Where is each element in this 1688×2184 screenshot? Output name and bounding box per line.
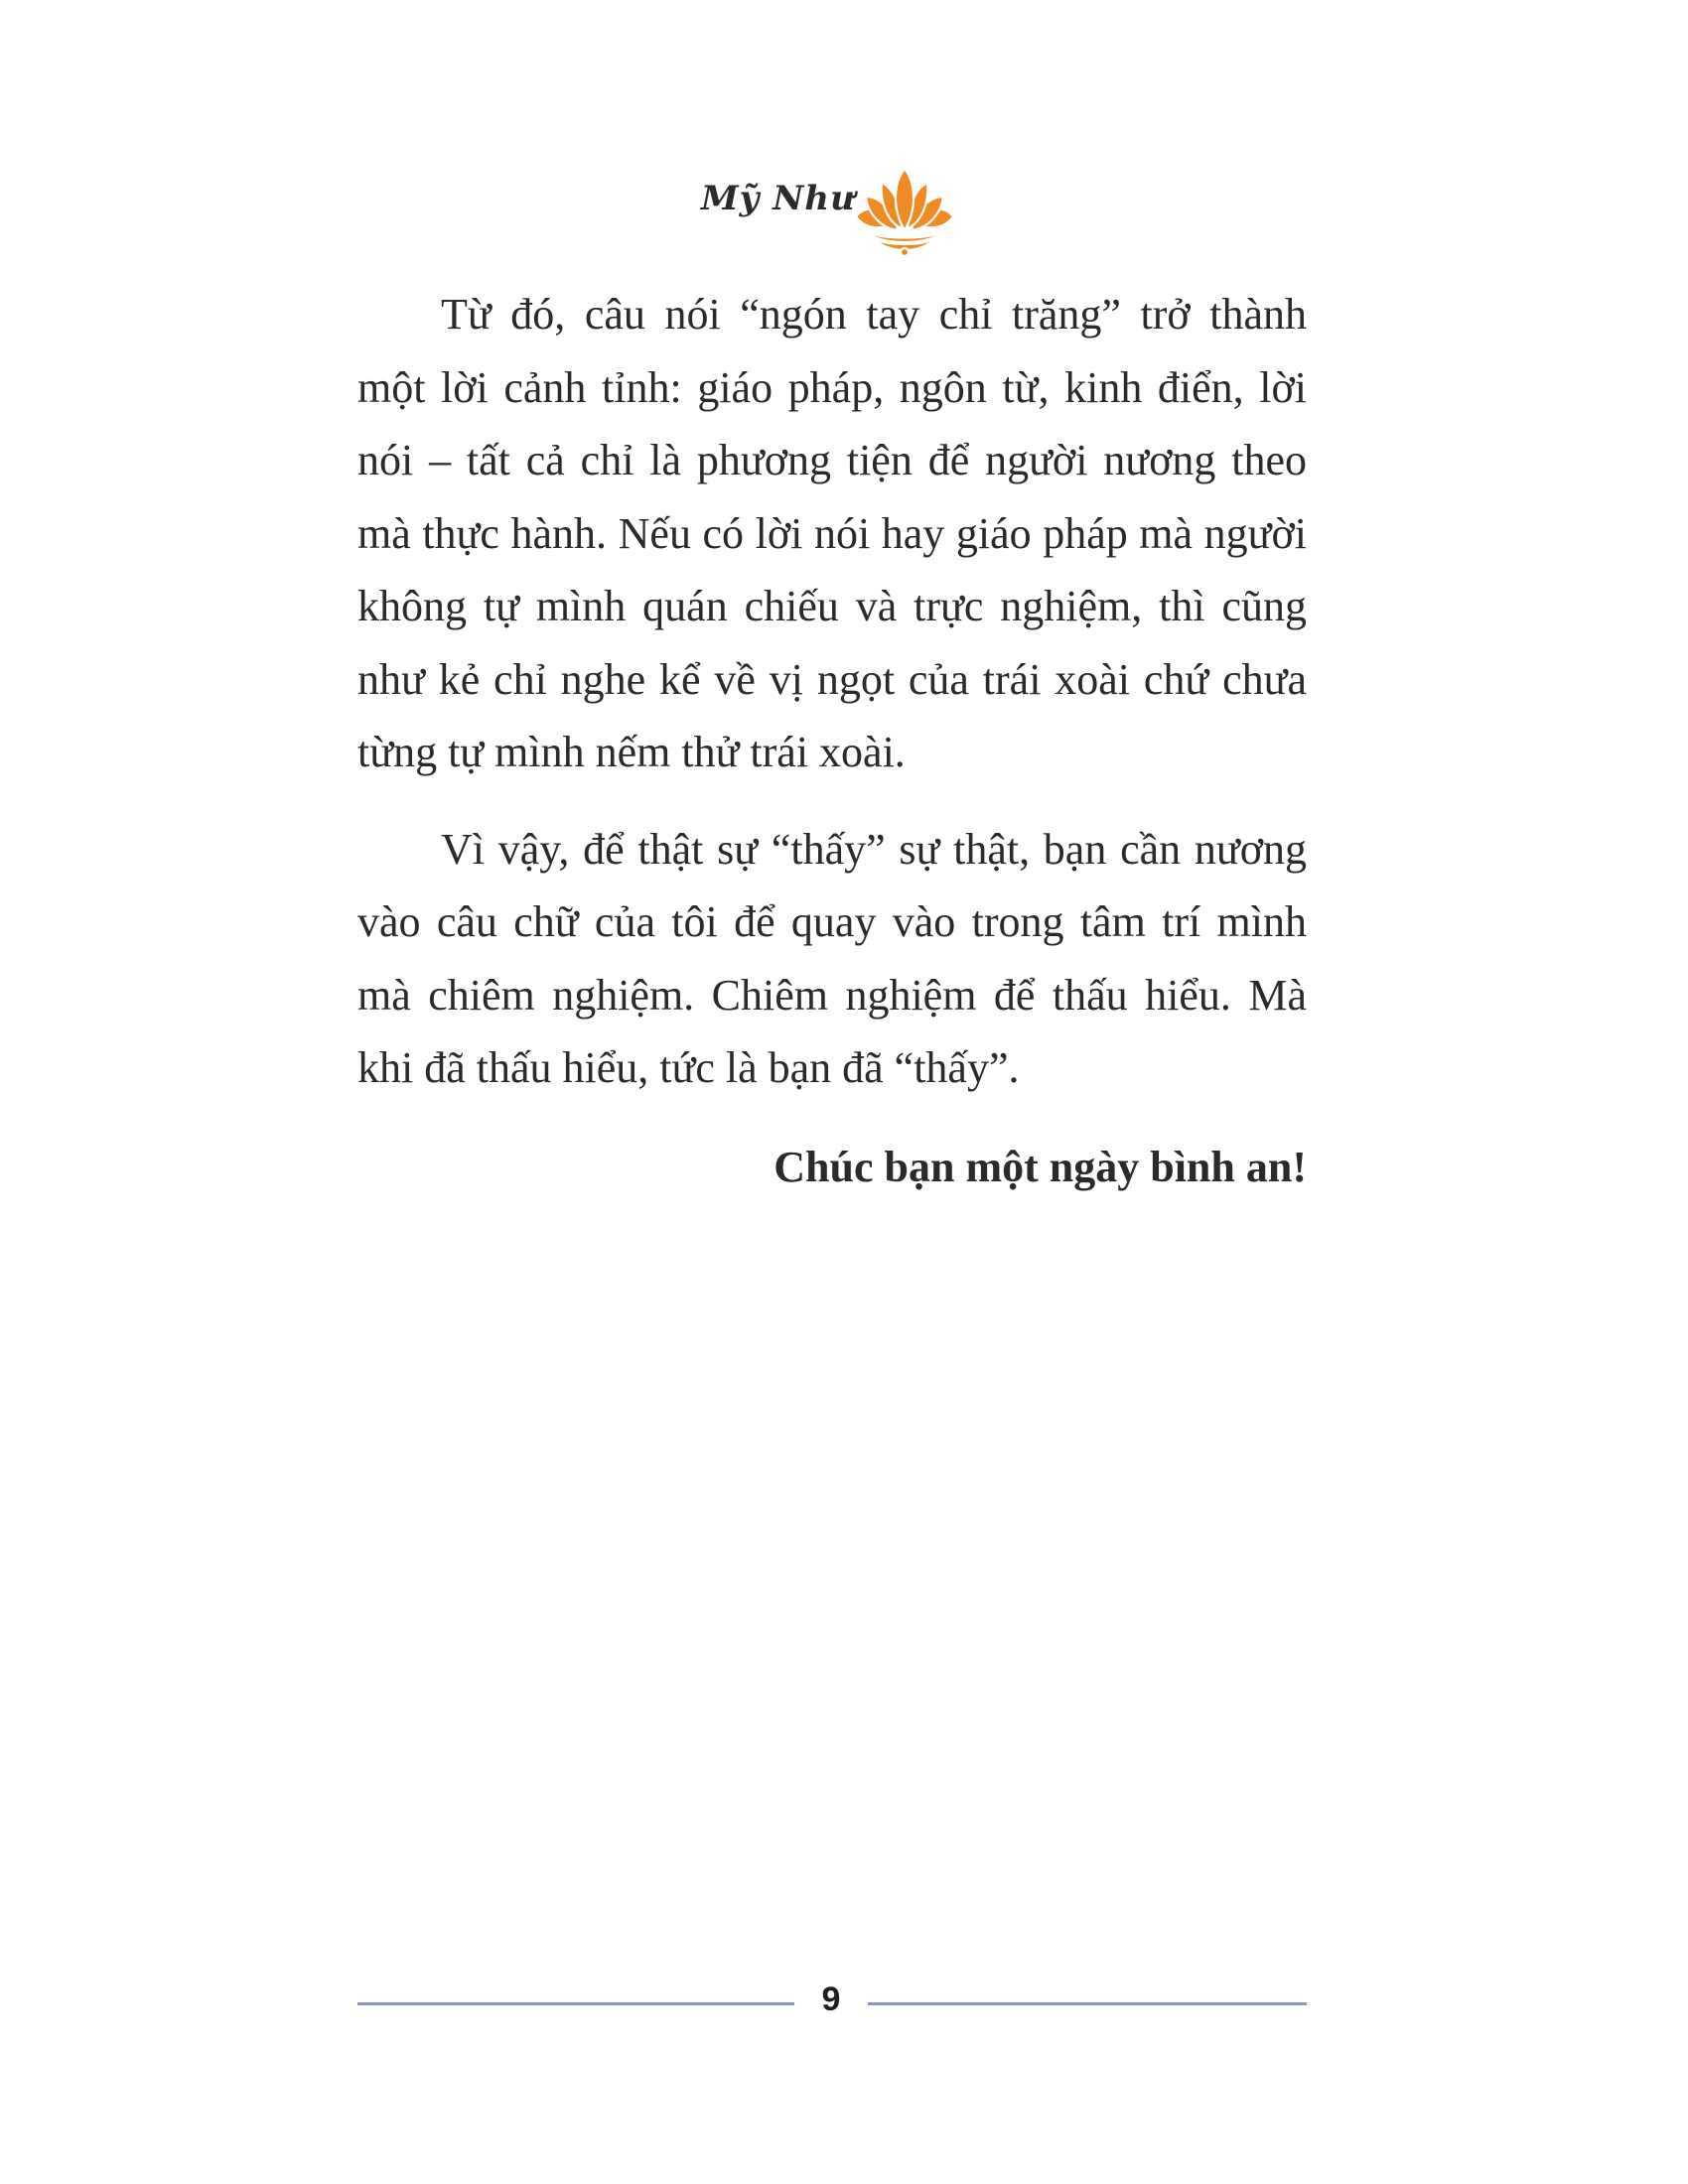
lotus-icon [852, 167, 957, 258]
body-paragraph: Vì vậy, để thật sự “thấy” sự thật, bạn cần nương vào câu chữ của tôi để quay vào trong tâm trí mình mà chiêm nghiệm. Chiêm nghiệm để thấu hiểu. Mà khi đã thấu hiểu, tức là bạn đã “thấy”. [357, 824, 1307, 1092]
page-body [357, 278, 1307, 1203]
closing-line: Chúc bạn một ngày bình an! [774, 1142, 1307, 1191]
body-paragraph: Từ đó, câu nói “ngón tay chỉ trăng” trở thành một lời cảnh tỉnh: giáo pháp, ngôn từ, kinh điển, lời nói – tất cả chỉ là phương tiện để người nương theo mà thực hành. Nếu có lời nói hay giáo pháp mà người không tự mình quán chiếu và trực nghiệm, thì cũng như kẻ chỉ nghe kể về vị ngọt của trái xoài chứ chưa từng tự mình nếm thử trái xoài. [357, 290, 1307, 776]
running-header [0, 167, 1688, 266]
footer-rule-left [357, 2002, 794, 2005]
page-number: 9 [821, 1980, 841, 2018]
author-name: Mỹ Như [701, 179, 856, 218]
footer-rule-right [868, 2002, 1307, 2005]
